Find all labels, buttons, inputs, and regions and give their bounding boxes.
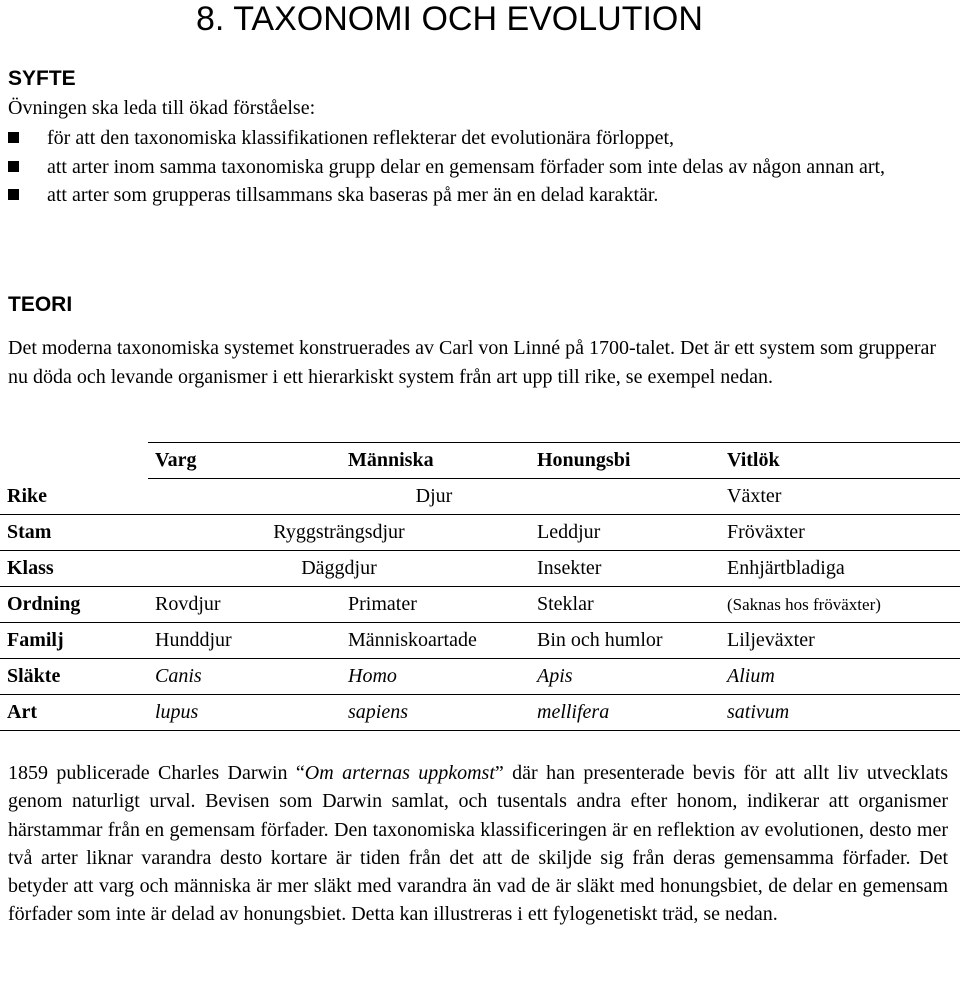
table-cell: Liljeväxter — [720, 623, 960, 659]
darwin-text-start: 1859 publicerade Charles Darwin — [8, 762, 296, 784]
table-header-row — [0, 443, 960, 479]
row-label-ordning: Ordning — [0, 587, 148, 623]
table-cell: (Saknas hos fröväxter) — [720, 587, 960, 623]
syfte-heading: SYFTE — [8, 67, 76, 90]
table-cell: Leddjur — [530, 515, 720, 551]
square-bullet-icon — [8, 132, 19, 143]
table-cell: Primater — [341, 587, 530, 623]
table-row — [0, 587, 960, 623]
table-row — [0, 479, 960, 515]
table-cell: Ryggsträngsdjur — [148, 515, 530, 551]
table-cell: Steklar — [530, 587, 720, 623]
table-cell: Bin och humlor — [530, 623, 720, 659]
close-quote: ” — [494, 762, 504, 784]
column-header-honungsbi: Honungsbi — [530, 443, 720, 479]
syfte-goal-item — [0, 124, 960, 153]
teori-paragraph: Det moderna taxonomiska systemet konstruerades av Carl von Linné på 1700-talet. Det är ett system som grupperar nu döda och levande organismer i ett hierarkiskt system från art upp till rike, se exempel nedan. — [8, 337, 937, 388]
row-label-rike: Rike — [0, 479, 148, 515]
square-bullet-icon — [8, 189, 19, 200]
book-title: Om arternas uppkomst — [304, 762, 495, 784]
table-cell: Homo — [341, 659, 530, 695]
row-label-art: Art — [0, 695, 148, 731]
syfte-intro: Övningen ska leda till ökad förståelse: — [8, 97, 316, 119]
syfte-goal-item — [0, 153, 960, 182]
table-cell: Däggdjur — [148, 551, 530, 587]
syfte-goal-text: att arter som grupperas tillsammans ska baseras på mer än en delad karaktär. — [47, 184, 659, 206]
syfte-goal-text: att arter inom samma taxonomiska grupp delar en gemensam förfader som inte delas av någon annan art, — [47, 155, 886, 178]
table-cell: sativum — [720, 695, 960, 731]
column-header-manniska: Människa — [341, 443, 530, 479]
table-cell: mellifera — [530, 695, 720, 731]
syfte-goal-text: för att den taxonomiska klassifikationen reflekterar det evolutionära förloppet, — [47, 127, 675, 149]
table-cell: Människoartade — [341, 623, 530, 659]
syfte-goal-list — [0, 124, 960, 210]
square-bullet-icon — [8, 161, 19, 172]
column-header-varg: Varg — [148, 443, 338, 479]
table-cell: Alium — [720, 659, 960, 695]
table-row — [0, 695, 960, 731]
table-cell: Växter — [720, 479, 960, 515]
table-cell: Enhjärtbladiga — [720, 551, 960, 587]
row-label-stam: Stam — [0, 515, 148, 551]
document-title: 8. TAXONOMI OCH EVOLUTION — [196, 0, 703, 38]
table-cell: Fröväxter — [720, 515, 960, 551]
taxonomy-table — [0, 442, 960, 731]
table-cell: lupus — [148, 695, 338, 731]
table-cell: Rovdjur — [148, 587, 338, 623]
open-quote: “ — [295, 762, 305, 784]
table-row — [0, 515, 960, 551]
darwin-paragraph — [8, 759, 948, 929]
table-cell: Canis — [148, 659, 338, 695]
table-cell: Apis — [530, 659, 720, 695]
syfte-goal-item — [0, 181, 960, 210]
teori-heading: TEORI — [8, 293, 73, 316]
table-row — [0, 623, 960, 659]
table-cell: Insekter — [530, 551, 720, 587]
table-row — [0, 551, 960, 587]
table-corner-cell — [0, 443, 148, 479]
table-cell: Hunddjur — [148, 623, 338, 659]
table-cell: Djur — [148, 479, 720, 515]
darwin-text-rest: där han presenterade bevis för att allt liv utvecklats genom naturligt urval. Bevisen som Darwin samlat, och tusentals andra efter honom, indikerar att organismer härstammar från en gemensam förfader. Den taxonomiska klassificeringen är en reflektion av evolutionen, desto mer två arter liknar varandra desto kortare är tiden från det att de skiljde sig från deras gemensamma förfader. Det betyder att varg och människa är mer släkt med varandra än vad de är släkt med honungsbiet, de delar en gemensam förfader som inte är delad av honungsbiet. Detta kan illustreras i ett fylogenetiskt träd, se nedan. — [8, 762, 948, 926]
table-cell: sapiens — [341, 695, 530, 731]
row-label-slakte: Släkte — [0, 659, 148, 695]
column-header-vitlok: Vitlök — [720, 443, 960, 479]
row-label-familj: Familj — [0, 623, 148, 659]
row-label-klass: Klass — [0, 551, 148, 587]
table-row — [0, 659, 960, 695]
